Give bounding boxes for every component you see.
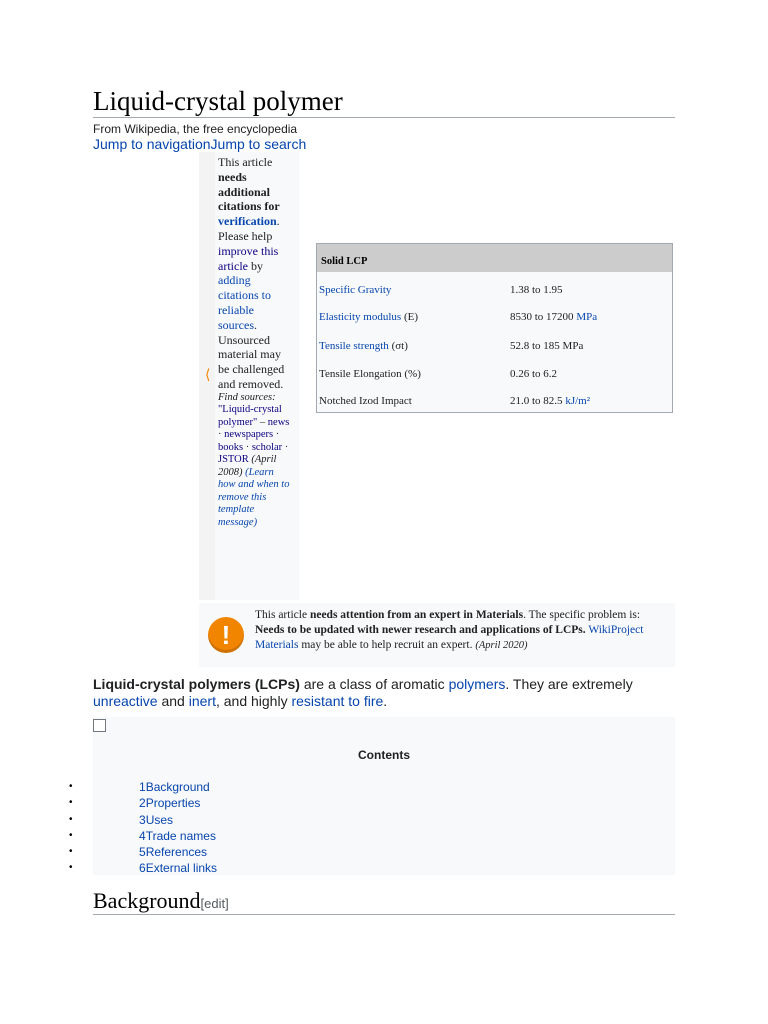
find-newspapers-link[interactable]: newspapers — [224, 429, 274, 441]
toc-title: Contents — [358, 748, 410, 762]
verification-link[interactable]: verification — [218, 214, 277, 229]
section-divider — [93, 914, 675, 915]
bullet: • — [69, 797, 73, 808]
expert-date: (April 2020) — [475, 640, 528, 651]
citations-needed-text: This article needs additional citations for verification. Please help improve this article by adding citations to reliable sources. Unsourced material may be challenged and removed. Find sources: "Liquid-crystal polymer" – news · newspapers · books · scholar · JSTOR (April 2008) (Learn how and when to remove this template message) — [218, 155, 292, 529]
infobox-row-elasticity-modulus: Elasticity modulus (E) 8530 to 17200 MPa — [319, 311, 598, 323]
expert-attention-text: This article needs attention from an expert in Materials. The specific problem is: Needs to be updated with newer research and applications of LCPs. WikiProject Materials may be able to help recruit an expert. (April 2020) — [255, 609, 644, 651]
kj-per-m2-link[interactable]: kJ/m² — [565, 395, 591, 407]
bullet: • — [69, 814, 73, 825]
mpa-link[interactable]: MPa — [576, 311, 598, 323]
bullet: • — [69, 830, 73, 841]
bullet: • — [69, 862, 73, 873]
find-news-link[interactable]: news — [267, 416, 290, 428]
inert-link[interactable]: inert — [188, 693, 216, 709]
infobox-solid-lcp — [316, 243, 673, 413]
resistant-to-fire-link[interactable]: resistant to fire — [291, 693, 384, 709]
toc-link-background[interactable]: 1Background — [139, 780, 210, 794]
find-books-link[interactable]: books — [218, 441, 244, 453]
toc-toggle-checkbox[interactable] — [93, 719, 106, 732]
warning-icon: ⟨ — [205, 366, 211, 382]
infobox-row-notched-izod-impact: Notched Izod Impact 21.0 to 82.5 kJ/m² — [319, 395, 591, 407]
learn-remove-template-link[interactable]: (Learn how and when to remove this template message) — [218, 466, 290, 528]
improve-article-link[interactable]: improve this article — [218, 243, 279, 273]
section-heading-background: Background[edit] — [93, 888, 229, 913]
warning-icon: ! — [208, 617, 244, 653]
infobox-row-tensile-strength: Tensile strength (σt) 52.8 to 185 MPa — [319, 340, 584, 352]
toc-link-uses[interactable]: 3Uses — [139, 813, 174, 827]
edit-section-link[interactable]: [edit] — [200, 896, 229, 911]
toc-link-properties[interactable]: 2Properties — [139, 796, 201, 810]
find-scholar-link[interactable]: scholar — [251, 441, 283, 453]
jump-to-navigation-link[interactable]: Jump to navigation — [93, 136, 211, 152]
tensile-strength-link[interactable]: Tensile strength — [319, 340, 389, 352]
bullet: • — [69, 846, 73, 857]
find-sources-line: Find sources: "Liquid-crystal polymer" – news · newspapers · books · scholar · JSTOR (April 2008) (Learn how and when to remove this template message) — [218, 391, 290, 528]
find-jstor-link[interactable]: JSTOR — [218, 454, 249, 466]
specific-gravity-link[interactable]: Specific Gravity — [319, 284, 392, 296]
page-title: Liquid-crystal polymer — [93, 86, 343, 116]
find-sources-query-link[interactable]: "Liquid-crystal polymer" — [218, 404, 282, 428]
jump-to-search-link[interactable]: Jump to search — [210, 136, 307, 152]
wikiproject-materials-link[interactable]: WikiProject Materials — [255, 624, 644, 651]
intro-paragraph: Liquid-crystal polymers (LCPs) are a class of aromatic polymers. They are extremely unreactive and inert, and highly resistant to fire. — [93, 676, 633, 709]
elasticity-modulus-link[interactable]: Elasticity modulus — [319, 311, 402, 323]
unreactive-link[interactable]: unreactive — [93, 693, 158, 709]
infobox-header: Solid LCP — [317, 244, 672, 272]
polymers-link[interactable]: polymers — [448, 676, 506, 692]
tagline: From Wikipedia, the free encyclopedia — [93, 122, 298, 136]
citations-date: (April 2008) — [218, 454, 277, 478]
toc-link-external-links[interactable]: 6External links — [139, 861, 218, 875]
jump-links — [93, 136, 306, 152]
infobox-row-specific-gravity: Specific Gravity 1.38 to 1.95 — [319, 284, 563, 296]
toc-link-references[interactable]: 5References — [139, 845, 208, 859]
bullet: • — [69, 781, 73, 792]
title-divider — [93, 117, 675, 118]
adding-citations-link[interactable]: adding citations to reliable sources — [218, 273, 271, 332]
toc-link-trade-names[interactable]: 4Trade names — [139, 829, 216, 843]
infobox-row-tensile-elongation: Tensile Elongation (%) 0.26 to 6.2 — [319, 368, 558, 380]
